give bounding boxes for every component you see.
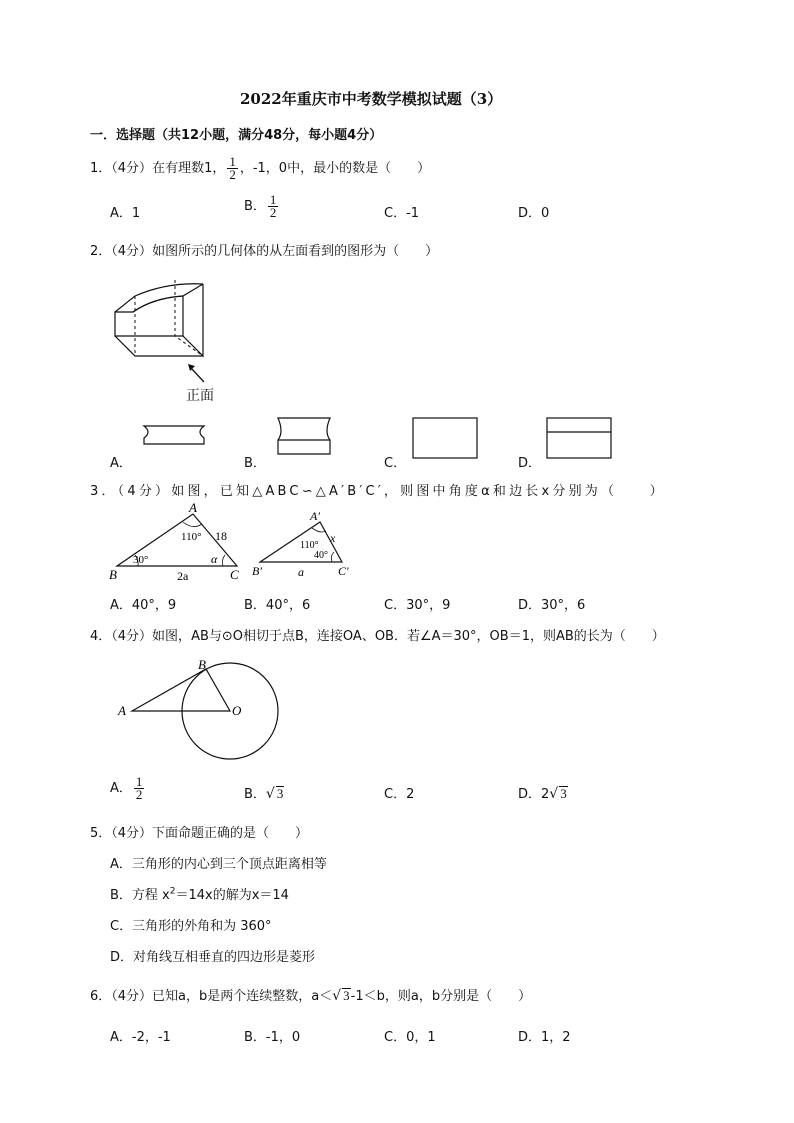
option-c-shape[interactable] — [410, 415, 480, 461]
question-text: 在有理数1， — [152, 161, 226, 176]
option-a[interactable]: A．1 — [110, 206, 141, 221]
page-title: 2022年重庆市中考数学模拟试题（3） — [240, 90, 503, 108]
option-d[interactable]: D．2√ 3 — [518, 786, 567, 802]
option-a-shape[interactable] — [140, 420, 212, 450]
question-text: ，-1，0中，最小的数是（ ） — [239, 161, 431, 176]
triangle-abc-figure — [105, 500, 255, 582]
option-d[interactable]: D．对角线互相垂直的四边形是菱形 — [110, 950, 316, 965]
option-a[interactable]: A． — [110, 456, 132, 471]
option-c[interactable]: C．30°，9 — [384, 598, 451, 613]
side-label: 2a — [177, 569, 189, 583]
vertex-a: A — [189, 500, 197, 515]
fraction-one-half: $\frac{1}{2}$ — [229, 154, 236, 182]
sqrt-icon: √ — [549, 786, 559, 802]
option-b[interactable]: B．-1，0 — [244, 1030, 301, 1045]
option-c[interactable]: C．-1 — [384, 206, 420, 221]
option-c[interactable]: C．三角形的外角和为 360° — [110, 919, 272, 934]
arrow-icon — [186, 362, 208, 384]
vertex-c-prime: C′ — [338, 564, 349, 578]
option-a[interactable]: A．40°，9 — [110, 598, 177, 613]
question-text: 如图所示的几何体的从左面看到的图形为（ ） — [152, 244, 439, 259]
option-a[interactable]: A．三角形的内心到三个顶点距离相等 — [110, 857, 327, 872]
option-c[interactable]: C．0，1 — [384, 1030, 436, 1045]
question-number: 4． — [90, 629, 112, 644]
option-b[interactable]: B． $\frac{1}{2}$ — [244, 192, 277, 220]
option-b[interactable]: B．√ 3 — [244, 786, 284, 802]
question-2 — [90, 240, 438, 259]
question-1 — [90, 156, 430, 181]
sqrt-icon: √ — [265, 786, 275, 802]
option-d[interactable]: D．30°，6 — [518, 598, 586, 613]
question-6: 6．（4分）已知a，b是两个连续整数，a＜√ 3-1＜b，则a，b分别是（ ） — [90, 988, 532, 1004]
side-label: x — [330, 531, 336, 545]
fraction-one-half: $\frac{1}{2}$ — [135, 774, 143, 802]
question-score: （4分） — [111, 161, 153, 176]
question-4 — [90, 625, 665, 644]
vertex-b: B — [109, 567, 117, 582]
question-3: 3．（4分）如图，已知△ABC∽△A′B′C′，则图中角度α和边长x分别为（ ） — [90, 484, 666, 499]
fraction-one-half: $\frac{1}{2}$ — [269, 192, 277, 220]
tangent-circle-figure — [110, 652, 290, 770]
option-c[interactable]: C．2 — [384, 787, 415, 802]
option-b[interactable]: B．40°，6 — [244, 598, 311, 613]
vertex-a-prime: A′ — [310, 509, 320, 523]
option-d[interactable]: D． — [518, 456, 542, 471]
angle-label: 110° — [300, 540, 319, 551]
vertex-b-prime: B′ — [252, 564, 262, 578]
option-c[interactable]: C． — [384, 456, 407, 471]
question-5: 5．（4分）下面命题正确的是（ ） — [90, 826, 309, 841]
option-d-shape[interactable] — [544, 415, 614, 461]
option-b[interactable]: B． — [244, 456, 266, 471]
option-a[interactable]: A．-2，-1 — [110, 1030, 171, 1045]
option-d[interactable]: D．0 — [518, 206, 550, 221]
triangle-a2b2c2-figure — [250, 506, 365, 582]
vertex-c: C — [230, 567, 239, 582]
question-text: （4分）如图， — [111, 629, 192, 644]
question-score: （4分） — [111, 244, 153, 259]
option-a[interactable]: A． $\frac{1}{2}$ — [110, 774, 143, 802]
angle-label: 40° — [314, 550, 328, 561]
option-b[interactable]: B．方程 $x^2=14x$的解为x＝14 — [110, 886, 289, 903]
question-text: -1＜b，则a，b分别是（ ） — [350, 989, 532, 1004]
question-number: 2． — [90, 244, 112, 259]
side-label: 18 — [215, 529, 227, 543]
question-text: AB与⊙O相切于点B，连接OA、OB．若∠A＝30°，OB＝1，则AB的长为（ ） — [191, 629, 665, 644]
section-heading: 一．选择题（共12小题，满分48分，每小题4分） — [90, 128, 383, 143]
question-number: 1． — [90, 161, 112, 176]
angle-label: 30° — [133, 554, 149, 566]
option-d[interactable]: D．1，2 — [518, 1030, 571, 1045]
solid-figure — [105, 270, 215, 365]
point-b: B — [198, 657, 206, 672]
sqrt-icon: √ — [332, 988, 342, 1004]
option-b-shape[interactable] — [272, 414, 338, 458]
front-label: 正面 — [186, 388, 214, 404]
point-o: O — [232, 703, 242, 718]
angle-label: 110° — [181, 531, 202, 543]
angle-label: α — [211, 552, 218, 566]
question-text: 6．（4分）已知a，b是两个连续整数，a＜ — [90, 989, 333, 1004]
point-a: A — [118, 703, 126, 718]
side-label: a — [298, 565, 304, 579]
